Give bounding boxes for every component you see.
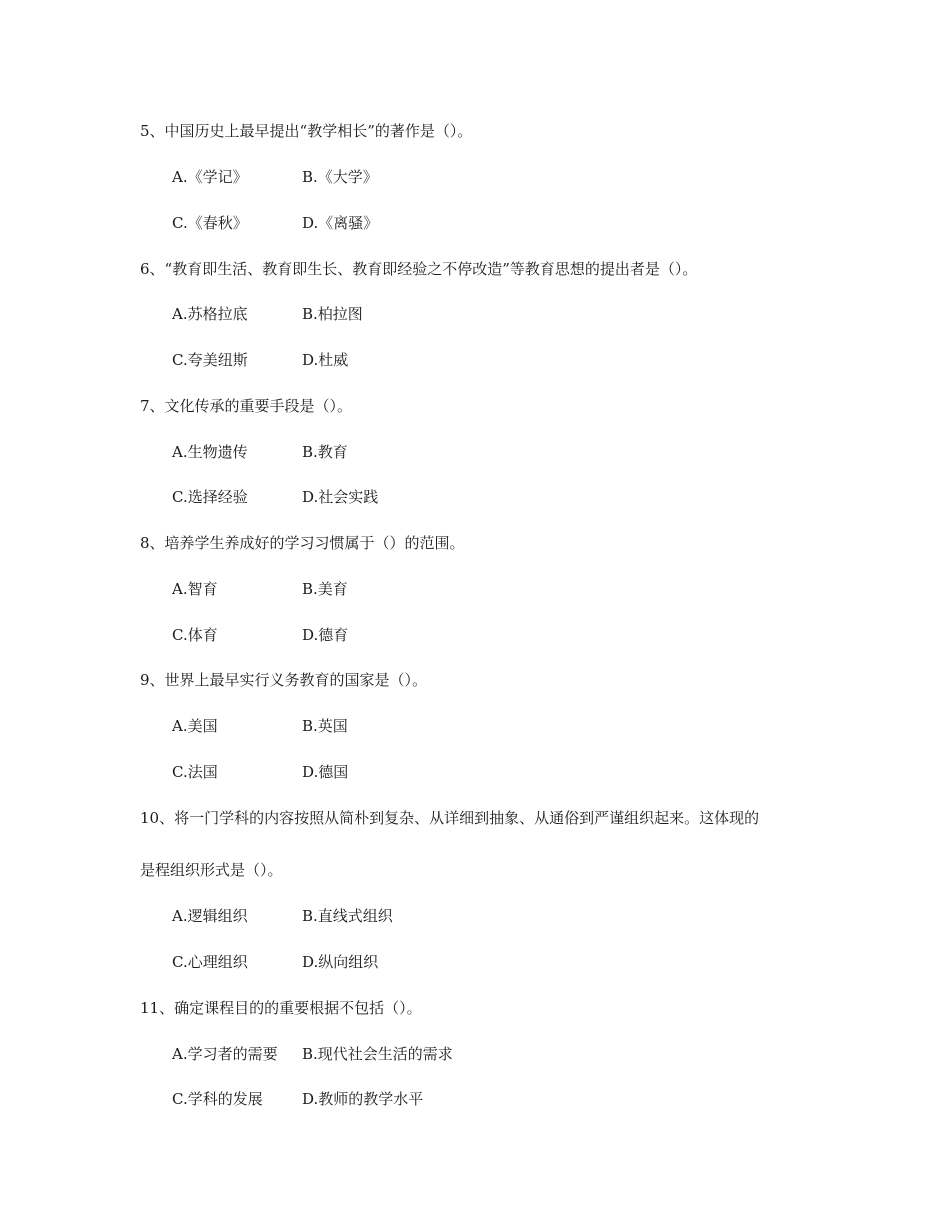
question-9-option-c: C.法国	[172, 763, 218, 781]
question-6-option-b: B.柏拉图	[302, 305, 363, 323]
question-10-option-a: A.逻辑组织	[172, 907, 248, 925]
question-7-option-b: B.教育	[302, 443, 348, 461]
question-11-option-c: C.学科的发展	[172, 1090, 263, 1108]
question-8-option-d: D.德育	[302, 626, 349, 644]
question-6-option-d: D.杜威	[302, 351, 349, 369]
question-8-option-b: B.美育	[302, 580, 348, 598]
question-11-option-a: A.学习者的需要	[172, 1045, 278, 1063]
question-8-stem: 8、培养学生养成好的学习习惯属于（）的范围。	[140, 534, 465, 552]
question-11-option-b: B.现代社会生活的需求	[302, 1045, 453, 1063]
question-6-option-a: A.苏格拉底	[172, 305, 248, 323]
question-10-option-b: B.直线式组织	[302, 907, 393, 925]
question-10-stem-line-1: 10、将一门学科的内容按照从简朴到复杂、从详细到抽象、从通俗到严谨组织起来。这体现的	[140, 809, 760, 827]
question-9-option-d: D.德国	[302, 763, 349, 781]
question-7-stem: 7、文化传承的重要手段是（）。	[140, 397, 353, 415]
question-7-option-c: C.选择经验	[172, 488, 248, 506]
question-10-stem-line-2: 是程组织形式是（）。	[140, 861, 283, 879]
question-10-option-c: C.心理组织	[172, 953, 248, 971]
question-7-option-a: A.生物遗传	[172, 443, 248, 461]
question-9-option-a: A.美国	[172, 717, 218, 735]
question-6-stem: 6、“教育即生活、教育即生长、教育即经验之不停改造”等教育思想的提出者是（）。	[140, 260, 698, 278]
question-5-option-d: D.《离骚》	[302, 214, 379, 232]
question-5-stem: 5、中国历史上最早提出“教学相长”的著作是（）。	[140, 122, 473, 140]
question-9-stem: 9、世界上最早实行义务教育的国家是（）。	[140, 671, 428, 689]
question-10-option-d: D.纵向组织	[302, 953, 379, 971]
question-5-option-c: C.《春秋》	[172, 214, 248, 232]
question-11-option-d: D.教师的教学水平	[302, 1090, 424, 1108]
question-5-option-a: A.《学记》	[172, 168, 248, 186]
question-8-option-a: A.智育	[172, 580, 218, 598]
question-9-option-b: B.英国	[302, 717, 348, 735]
question-5-option-b: B.《大学》	[302, 168, 378, 186]
question-6-option-c: C.夸美纽斯	[172, 351, 248, 369]
question-7-option-d: D.社会实践	[302, 488, 379, 506]
question-8-option-c: C.体育	[172, 626, 218, 644]
question-11-stem: 11、确定课程目的的重要根据不包括（）。	[140, 999, 422, 1017]
